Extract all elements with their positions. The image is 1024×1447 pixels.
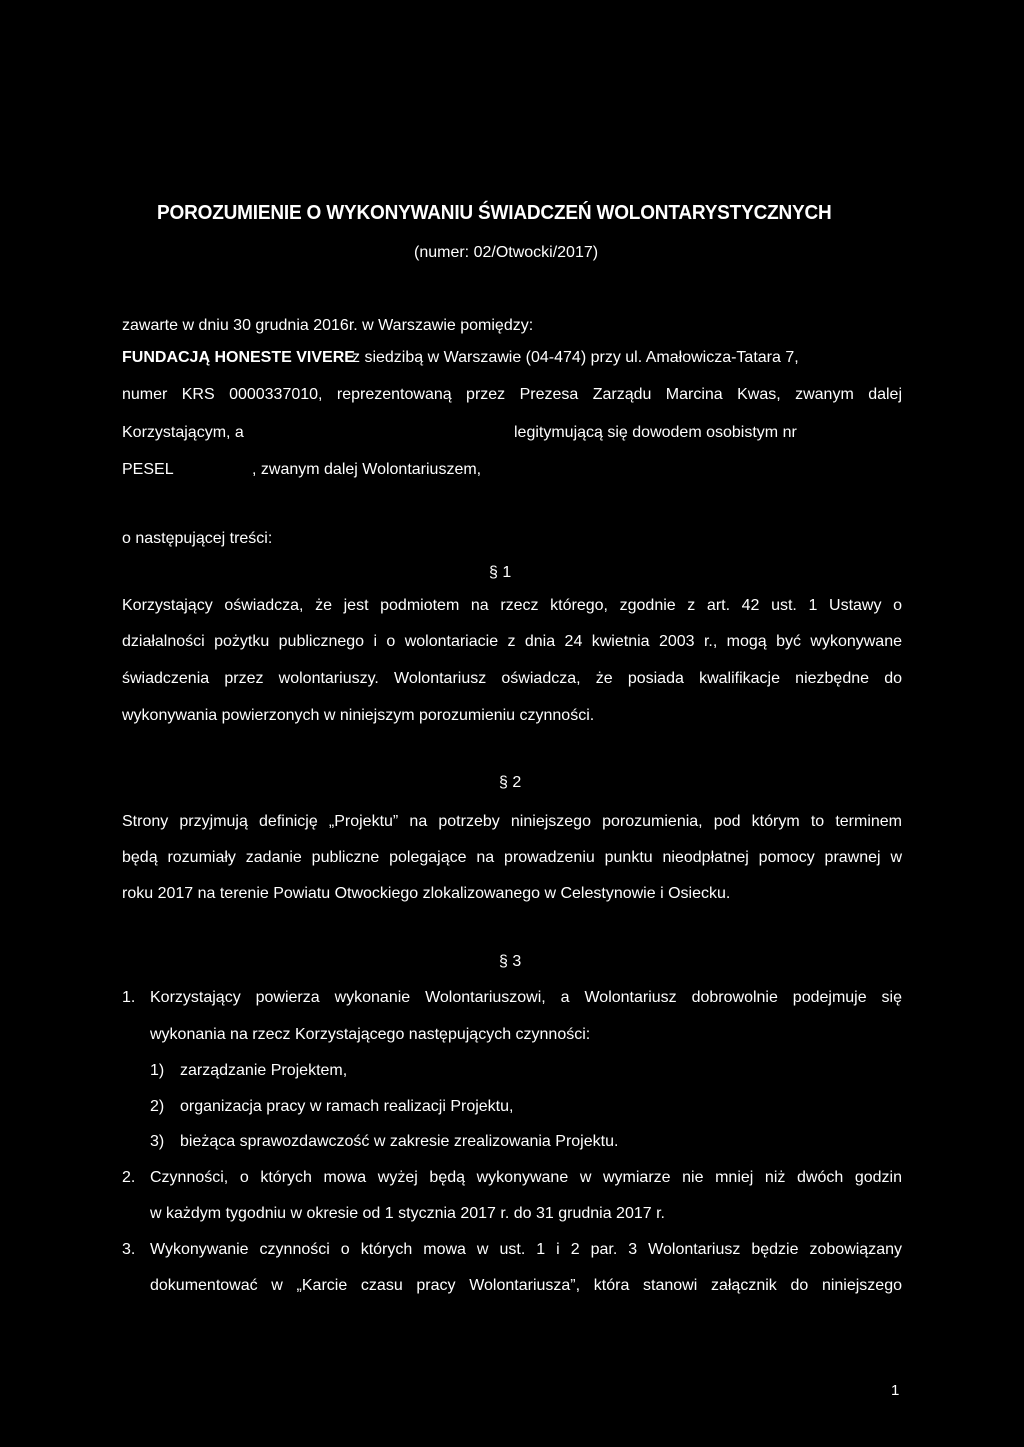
paragraph-line: wykonywania powierzonych w niniejszym porozumieniu czynności. <box>122 707 595 724</box>
subitem-number: 1) <box>150 1062 165 1079</box>
paragraph-line: będą rozumiały zadanie publiczne polegające na prowadzeniu punktu nieodpłatnej pomocy prawnej w <box>122 849 902 866</box>
party-name: FUNDACJĄ HONESTE VIVERE <box>122 349 355 366</box>
subitem-number: 3) <box>150 1133 165 1150</box>
intro-line: legitymującą się dowodem osobistym nr <box>514 424 797 441</box>
intro-line: z siedzibą w Warszawie (04-474) przy ul. Amałowicza-Tatara 7, <box>352 349 799 366</box>
page-number: 1 <box>891 1382 900 1399</box>
subitem-text: organizacja pracy w ramach realizacji Projektu, <box>180 1098 514 1115</box>
list-item-line: Czynności, o których mowa wyżej będą wykonywane w wymiarze nie mniej niż dwóch godzin <box>150 1169 902 1186</box>
section-symbol: § 1 <box>489 564 512 581</box>
intro-line: Korzystającym, a <box>122 424 244 441</box>
subitem-text: bieżąca sprawozdawczość w zakresie zrealizowania Projektu. <box>180 1133 619 1150</box>
paragraph-line: Korzystający oświadcza, że jest podmiotem na rzecz którego, zgodnie z art. 42 ust. 1 Ustawy o <box>122 597 902 614</box>
paragraph-line: świadczenia przez wolontariuszy. Wolontariusz oświadcza, że posiada kwalifikacje niezbędne do <box>122 670 902 687</box>
intro-line: o następującej treści: <box>122 530 273 547</box>
paragraph-line: działalności pożytku publicznego i o wolontariacie z dnia 24 kwietnia 2003 r., mogą być wykonywane <box>122 633 902 650</box>
intro-line: numer KRS 0000337010, reprezentowaną przez Prezesa Zarządu Marcina Kwas, zwanym dalej <box>122 386 902 403</box>
list-item-line: wykonania na rzecz Korzystającego następujących czynności: <box>150 1026 591 1043</box>
list-number: 3. <box>122 1241 136 1258</box>
subitem-number: 2) <box>150 1098 165 1115</box>
list-item-line: w każdym tygodniu w okresie od 1 stycznia 2017 r. do 31 grudnia 2017 r. <box>150 1205 665 1222</box>
intro-line: zawarte w dniu 30 grudnia 2016r. w Warszawie pomiędzy: <box>122 317 534 334</box>
list-item-line: Wykonywanie czynności o których mowa w ust. 1 i 2 par. 3 Wolontariusz będzie zobowiązany <box>150 1241 902 1258</box>
list-number: 2. <box>122 1169 136 1186</box>
section-symbol: § 2 <box>499 774 522 791</box>
document-number: (numer: 02/Otwocki/2017) <box>414 244 599 261</box>
paragraph-line: roku 2017 na terenie Powiatu Otwockiego zlokalizowanego w Celestynowie i Osiecku. <box>122 885 731 902</box>
intro-line: PESEL <box>122 461 174 478</box>
paragraph-line: Strony przyjmują definicję „Projektu” na potrzeby niniejszego porozumienia, pod którym to terminem <box>122 813 902 830</box>
list-item-line: dokumentować w „Karcie czasu pracy Wolontariusza”, która stanowi załącznik do niniejszego <box>150 1277 902 1294</box>
subitem-text: zarządzanie Projektem, <box>180 1062 348 1079</box>
section-symbol: § 3 <box>499 953 522 970</box>
list-item-line: Korzystający powierza wykonanie Wolontariuszowi, a Wolontariusz dobrowolnie podejmuje się <box>150 989 902 1006</box>
document-title: POROZUMIENIE O WYKONYWANIU ŚWIADCZEŃ WOLONTARYSTYCZNYCH <box>157 202 832 224</box>
intro-line: , zwanym dalej Wolontariuszem, <box>252 461 482 478</box>
list-number: 1. <box>122 989 136 1006</box>
